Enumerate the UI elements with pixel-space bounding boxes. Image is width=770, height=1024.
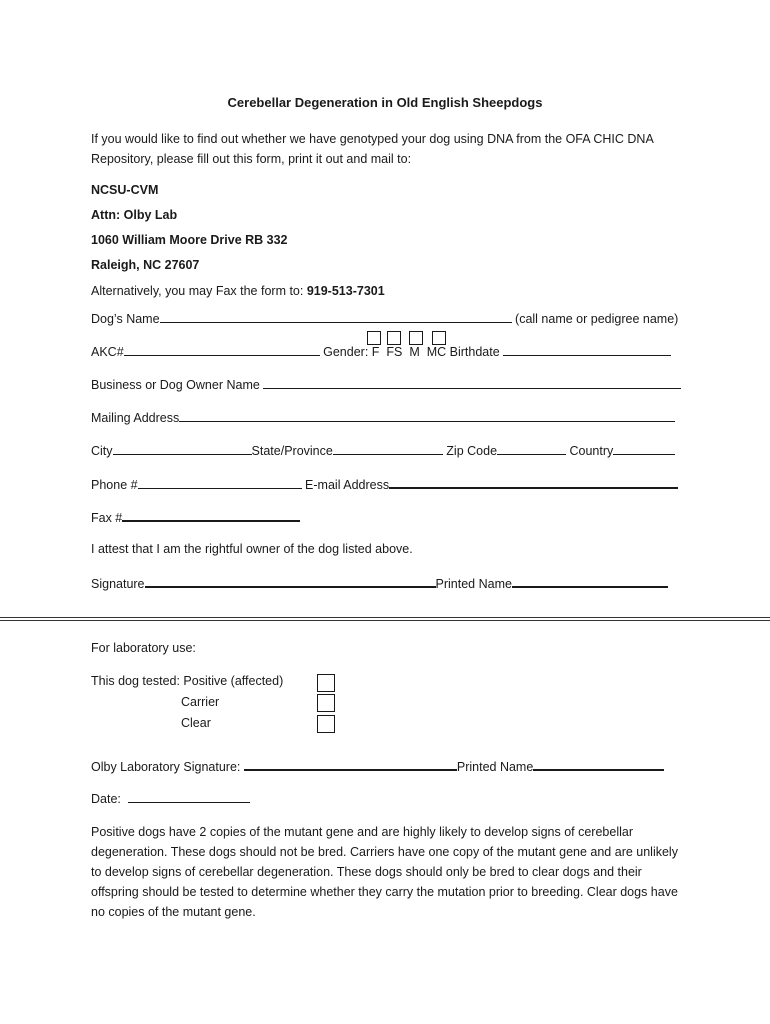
owner-label: Business or Dog Owner Name bbox=[91, 378, 264, 392]
signature-row bbox=[91, 574, 668, 592]
lab-date-field[interactable] bbox=[128, 790, 250, 803]
fax-number: 919-513-7301 bbox=[306, 284, 385, 298]
lab-option-clear: Clear bbox=[181, 716, 211, 730]
printed-name-field[interactable] bbox=[512, 574, 668, 588]
zip-field[interactable] bbox=[497, 442, 566, 455]
fax-row bbox=[91, 508, 300, 526]
owner-field[interactable] bbox=[263, 376, 681, 389]
fax-instruction-text: Alternatively, you may Fax the form to: bbox=[91, 284, 307, 298]
phone-field[interactable] bbox=[138, 476, 302, 489]
akc-label: AKC# bbox=[91, 345, 124, 359]
gender-option-mc: MC bbox=[426, 345, 447, 359]
lab-date-label: Date: bbox=[91, 792, 125, 806]
mailing-label: Mailing Address bbox=[91, 411, 180, 425]
fax-label: Fax # bbox=[91, 511, 123, 525]
mailing-row bbox=[91, 409, 675, 426]
address-line-3: 1060 William Moore Drive RB 332 bbox=[91, 233, 288, 247]
fax-field[interactable] bbox=[122, 508, 300, 522]
phone-label: Phone # bbox=[91, 478, 138, 492]
dogs-name-field[interactable] bbox=[160, 310, 512, 323]
birthdate-field[interactable] bbox=[503, 343, 671, 356]
city-row bbox=[91, 442, 675, 459]
zip-label: Zip Code bbox=[442, 444, 498, 458]
positive-checkbox[interactable] bbox=[317, 674, 335, 692]
page-title: Cerebellar Degeneration in Old English Sheepdogs bbox=[227, 95, 543, 110]
address-line-2: Attn: Olby Lab bbox=[91, 208, 178, 222]
dogs-name-hint: (call name or pedigree name) bbox=[511, 312, 679, 326]
state-label: State/Province bbox=[251, 444, 333, 458]
gender-option-fs: FS bbox=[386, 345, 403, 359]
gender-option-m: M bbox=[409, 345, 420, 359]
phone-row bbox=[91, 475, 678, 493]
printed-name-label: Printed Name bbox=[435, 577, 512, 591]
lab-tested-label: This dog tested: bbox=[91, 674, 184, 688]
footnote-text: Positive dogs have 2 copies of the mutant gene and are highly likely to develop signs of cerebellar degeneration. These dogs should not be bred. Carriers have one copy of the mutant gene and are unlikely to develop signs of cerebellar degeneration. These dogs should only be bred to clear dogs and their offspring should be tested to determine whether they carry the mutation prior to breeding. Clear dogs have no copies of the mutant gene. bbox=[91, 825, 678, 919]
email-label: E-mail Address bbox=[301, 478, 390, 492]
gender-label: Gender: bbox=[319, 345, 372, 359]
lab-date-row bbox=[91, 790, 250, 807]
dogs-name-row bbox=[91, 310, 678, 327]
lab-signature-field[interactable] bbox=[244, 757, 457, 771]
lab-option-positive: Positive (affected) bbox=[183, 674, 284, 688]
email-field[interactable] bbox=[389, 475, 678, 489]
signature-field[interactable] bbox=[145, 574, 436, 588]
lab-printed-name-field[interactable] bbox=[533, 757, 664, 771]
signature-label: Signature bbox=[91, 577, 145, 591]
attest-text: I attest that I am the rightful owner of the dog listed above. bbox=[91, 542, 413, 556]
akc-field[interactable] bbox=[124, 343, 320, 356]
state-field[interactable] bbox=[333, 442, 443, 455]
fax-instruction bbox=[91, 283, 385, 299]
lab-option-carrier: Carrier bbox=[181, 695, 220, 709]
city-label: City bbox=[91, 444, 113, 458]
clear-checkbox[interactable] bbox=[317, 715, 335, 733]
country-field[interactable] bbox=[613, 442, 675, 455]
intro-text: If you would like to find out whether we have genotyped your dog using DNA from the OFA CHIC DNA Repository, please fill out this form, print it out and mail to: bbox=[91, 132, 654, 166]
owner-row bbox=[91, 376, 681, 393]
akc-row bbox=[91, 343, 671, 360]
section-divider bbox=[0, 617, 770, 621]
country-label: Country bbox=[566, 444, 614, 458]
lab-signature-row bbox=[91, 757, 664, 775]
lab-heading: For laboratory use: bbox=[91, 641, 196, 655]
address-line-1: NCSU-CVM bbox=[91, 183, 159, 197]
birthdate-label: Birthdate bbox=[446, 345, 504, 359]
lab-printed-name-label: Printed Name bbox=[456, 760, 534, 774]
lab-signature-label: Olby Laboratory Signature: bbox=[91, 760, 244, 774]
dogs-name-label: Dog’s Name bbox=[91, 312, 160, 326]
gender-option-f: F bbox=[371, 345, 380, 359]
carrier-checkbox[interactable] bbox=[317, 694, 335, 712]
address-line-4: Raleigh, NC 27607 bbox=[91, 258, 200, 272]
city-field[interactable] bbox=[113, 442, 252, 455]
lab-tested-row bbox=[91, 673, 283, 689]
mailing-field[interactable] bbox=[179, 409, 675, 422]
